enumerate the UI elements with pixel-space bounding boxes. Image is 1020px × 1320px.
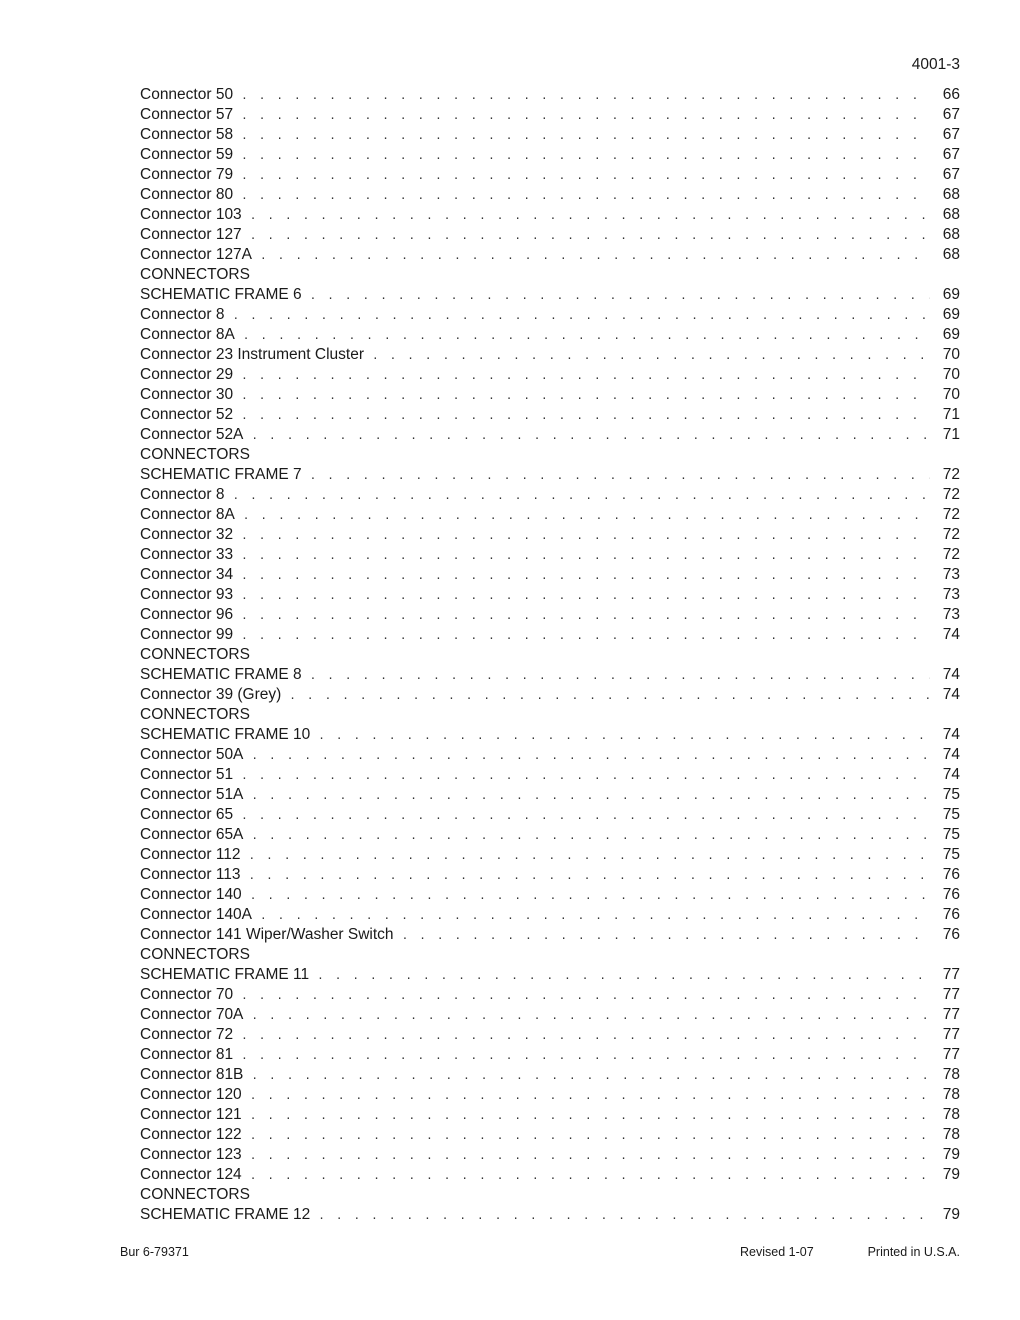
toc-entry-label: Connector 70A (140, 1006, 244, 1023)
toc-entry-page: 68 (942, 226, 960, 243)
toc-entry-page: 72 (942, 526, 960, 543)
toc-entry (140, 405, 960, 425)
toc-entry (140, 785, 960, 805)
toc-entry-page: 77 (942, 1006, 960, 1023)
toc-entry-page: 74 (942, 686, 960, 703)
toc-entry-page: 72 (942, 506, 960, 523)
toc-entry (140, 585, 960, 605)
dot-leader (250, 1146, 930, 1166)
toc-entry (140, 525, 960, 545)
toc-entry (140, 825, 960, 845)
toc-entry-label: Connector 57 (140, 106, 234, 123)
dot-leader (241, 606, 930, 626)
dot-leader (232, 306, 930, 326)
dot-leader (250, 1126, 930, 1146)
toc-entry-label: Connector 50A (140, 746, 244, 763)
toc-entry-page: 69 (942, 326, 960, 343)
dot-leader (251, 1066, 930, 1086)
toc-entry (140, 865, 960, 885)
toc-entry-page: 75 (942, 826, 960, 843)
toc-entry (140, 745, 960, 765)
toc-entry-label: Connector 8A (140, 326, 235, 343)
toc-entry-label: Connector 124 (140, 1166, 242, 1183)
toc-entry (140, 1025, 960, 1045)
toc-entry-label: Connector 79 (140, 166, 234, 183)
dot-leader (241, 546, 930, 566)
toc-entry-page: 75 (942, 806, 960, 823)
toc-entry-label: Connector 140 (140, 886, 242, 903)
toc-entry (140, 725, 960, 745)
dot-leader (318, 1206, 930, 1226)
toc-entry-label: SCHEMATIC FRAME 7 (140, 466, 302, 483)
table-of-contents (140, 85, 960, 1225)
toc-entry (140, 485, 960, 505)
toc-entry-label: Connector 140A (140, 906, 253, 923)
dot-leader (260, 906, 930, 926)
toc-entry-page: 75 (942, 846, 960, 863)
toc-entry-label: Connector 121 (140, 1106, 242, 1123)
dot-leader (241, 146, 930, 166)
dot-leader (241, 406, 930, 426)
dot-leader (241, 386, 930, 406)
toc-entry (140, 1045, 960, 1065)
toc-entry-label: Connector 8A (140, 506, 235, 523)
toc-entry-page: 72 (942, 486, 960, 503)
toc-entry-page: 67 (942, 126, 960, 143)
toc-entry (140, 1165, 960, 1185)
toc-entry-page: 77 (942, 986, 960, 1003)
toc-entry-label: Connector 32 (140, 526, 234, 543)
toc-entry (140, 1125, 960, 1145)
toc-entry-label: CONNECTORS (140, 646, 250, 663)
dot-leader (241, 586, 930, 606)
toc-entry (140, 365, 960, 385)
toc-entry (140, 1085, 960, 1105)
toc-entry-page: 74 (942, 626, 960, 643)
toc-entry (140, 985, 960, 1005)
dot-leader (402, 926, 930, 946)
toc-entry (140, 1145, 960, 1165)
toc-entry-label: CONNECTORS (140, 946, 250, 963)
toc-entry-page: 79 (942, 1206, 960, 1223)
toc-entry-page: 74 (942, 746, 960, 763)
toc-entry (140, 805, 960, 825)
dot-leader (241, 106, 930, 126)
toc-entry-page: 72 (942, 466, 960, 483)
dot-leader (241, 566, 930, 586)
dot-leader (310, 466, 930, 486)
dot-leader (250, 886, 930, 906)
toc-entry-page: 69 (942, 286, 960, 303)
toc-entry-page: 68 (942, 246, 960, 263)
toc-entry-label: Connector 99 (140, 626, 234, 643)
toc-entry-page: 73 (942, 606, 960, 623)
toc-section-heading (140, 265, 960, 285)
dot-leader (241, 986, 930, 1006)
toc-entry (140, 565, 960, 585)
toc-entry-label: Connector 51A (140, 786, 244, 803)
toc-entry-label: Connector 39 (Grey) (140, 686, 282, 703)
toc-entry-page: 70 (942, 346, 960, 363)
dot-leader (251, 746, 930, 766)
page-number: 4001-3 (911, 56, 960, 73)
toc-entry (140, 385, 960, 405)
toc-entry (140, 245, 960, 265)
dot-leader (241, 126, 930, 146)
toc-entry (140, 225, 960, 245)
toc-entry-label: Connector 50 (140, 86, 234, 103)
toc-entry-page: 79 (942, 1166, 960, 1183)
toc-entry-label: Connector 96 (140, 606, 234, 623)
toc-entry (140, 965, 960, 985)
toc-entry (140, 165, 960, 185)
dot-leader (317, 966, 930, 986)
toc-entry-page: 73 (942, 566, 960, 583)
toc-entry-label: SCHEMATIC FRAME 11 (140, 966, 310, 983)
dot-leader (241, 186, 930, 206)
toc-entry-label: Connector 30 (140, 386, 234, 403)
toc-entry-page: 72 (942, 546, 960, 563)
toc-entry (140, 325, 960, 345)
dot-leader (241, 526, 930, 546)
toc-section-heading (140, 705, 960, 725)
footer-printed-in: Printed in U.S.A. (867, 1245, 960, 1259)
toc-entry (140, 905, 960, 925)
toc-entry-page: 76 (942, 906, 960, 923)
dot-leader (251, 1006, 930, 1026)
toc-entry (140, 285, 960, 305)
dot-leader (250, 226, 930, 246)
toc-entry-label: Connector 113 (140, 866, 241, 883)
toc-entry-label: Connector 23 Instrument Cluster (140, 346, 364, 363)
dot-leader (372, 346, 930, 366)
toc-entry-page: 67 (942, 106, 960, 123)
toc-entry-page: 68 (942, 206, 960, 223)
toc-entry (140, 1205, 960, 1225)
toc-entry (140, 625, 960, 645)
footer-revised-date: Revised 1-07 (740, 1245, 814, 1259)
toc-entry-page: 71 (942, 406, 960, 423)
toc-entry-label: SCHEMATIC FRAME 12 (140, 1206, 311, 1223)
toc-entry-label: CONNECTORS (140, 1186, 250, 1203)
dot-leader (310, 286, 930, 306)
toc-entry (140, 85, 960, 105)
toc-entry-page: 78 (942, 1126, 960, 1143)
toc-entry-label: Connector 80 (140, 186, 234, 203)
toc-entry (140, 205, 960, 225)
dot-leader (241, 1026, 930, 1046)
toc-entry-page: 69 (942, 306, 960, 323)
toc-section-heading (140, 445, 960, 465)
toc-entry-page: 77 (942, 1026, 960, 1043)
toc-entry (140, 185, 960, 205)
toc-entry-page: 71 (942, 426, 960, 443)
toc-entry-label: Connector 141 Wiper/Washer Switch (140, 926, 394, 943)
toc-entry (140, 1065, 960, 1085)
toc-entry-label: Connector 123 (140, 1146, 242, 1163)
toc-section-heading (140, 645, 960, 665)
toc-entry-page: 76 (942, 926, 960, 943)
toc-entry-label: Connector 81B (140, 1066, 244, 1083)
toc-entry (140, 145, 960, 165)
toc-entry-page: 67 (942, 146, 960, 163)
toc-entry (140, 1005, 960, 1025)
dot-leader (251, 826, 930, 846)
dot-leader (249, 846, 930, 866)
dot-leader (241, 366, 930, 386)
toc-entry-page: 73 (942, 586, 960, 603)
toc-entry-label: Connector 52A (140, 426, 244, 443)
toc-entry-label: Connector 29 (140, 366, 234, 383)
toc-entry-label: CONNECTORS (140, 706, 250, 723)
toc-entry (140, 505, 960, 525)
toc-entry-label: Connector 103 (140, 206, 242, 223)
dot-leader (289, 686, 930, 706)
toc-entry-page: 70 (942, 386, 960, 403)
toc-entry (140, 685, 960, 705)
toc-entry (140, 665, 960, 685)
toc-entry-page: 76 (942, 866, 960, 883)
toc-entry (140, 605, 960, 625)
dot-leader (250, 1166, 930, 1186)
toc-entry-label: Connector 59 (140, 146, 234, 163)
toc-entry-label: Connector 127A (140, 246, 253, 263)
dot-leader (251, 786, 930, 806)
toc-entry (140, 125, 960, 145)
toc-entry-page: 77 (942, 966, 960, 983)
toc-entry-label: Connector 65A (140, 826, 244, 843)
toc-entry-label: CONNECTORS (140, 446, 250, 463)
toc-entry-label: Connector 52 (140, 406, 234, 423)
toc-entry-page: 78 (942, 1086, 960, 1103)
toc-entry-page: 78 (942, 1106, 960, 1123)
dot-leader (260, 246, 930, 266)
toc-entry-label: Connector 51 (140, 766, 234, 783)
toc-entry-label: SCHEMATIC FRAME 6 (140, 286, 302, 303)
toc-entry-label: Connector 58 (140, 126, 234, 143)
toc-entry-page: 74 (942, 726, 960, 743)
toc-entry (140, 765, 960, 785)
dot-leader (241, 766, 930, 786)
toc-entry-label: SCHEMATIC FRAME 10 (140, 726, 311, 743)
dot-leader (243, 326, 930, 346)
toc-entry (140, 885, 960, 905)
toc-entry-label: Connector 8 (140, 306, 225, 323)
toc-entry-label: Connector 122 (140, 1126, 242, 1143)
footer-document-id: Bur 6-79371 (120, 1245, 189, 1259)
dot-leader (241, 806, 930, 826)
toc-entry-label: Connector 33 (140, 546, 234, 563)
toc-entry-label: Connector 34 (140, 566, 234, 583)
toc-entry-page: 77 (942, 1046, 960, 1063)
toc-entry-page: 74 (942, 666, 960, 683)
toc-entry-label: Connector 120 (140, 1086, 242, 1103)
toc-entry-label: Connector 112 (140, 846, 241, 863)
toc-entry (140, 545, 960, 565)
toc-entry-page: 68 (942, 186, 960, 203)
toc-entry-label: Connector 65 (140, 806, 234, 823)
dot-leader (232, 486, 930, 506)
toc-entry-label: CONNECTORS (140, 266, 250, 283)
toc-entry-page: 78 (942, 1066, 960, 1083)
toc-entry (140, 105, 960, 125)
toc-entry (140, 1105, 960, 1125)
toc-entry-page: 75 (942, 786, 960, 803)
dot-leader (241, 166, 930, 186)
toc-entry-page: 76 (942, 886, 960, 903)
toc-section-heading (140, 945, 960, 965)
dot-leader (318, 726, 930, 746)
dot-leader (250, 1086, 930, 1106)
toc-entry (140, 305, 960, 325)
toc-entry-page: 79 (942, 1146, 960, 1163)
toc-entry-page: 74 (942, 766, 960, 783)
dot-leader (310, 666, 930, 686)
dot-leader (250, 1106, 930, 1126)
dot-leader (243, 506, 930, 526)
toc-entry-label: Connector 127 (140, 226, 242, 243)
dot-leader (251, 426, 930, 446)
dot-leader (241, 626, 930, 646)
toc-entry (140, 345, 960, 365)
toc-entry (140, 425, 960, 445)
toc-entry-label: Connector 81 (140, 1046, 234, 1063)
toc-entry (140, 925, 960, 945)
toc-entry-label: Connector 93 (140, 586, 234, 603)
dot-leader (249, 866, 930, 886)
toc-entry-page: 67 (942, 166, 960, 183)
toc-entry (140, 845, 960, 865)
toc-entry-label: Connector 72 (140, 1026, 234, 1043)
toc-entry-page: 70 (942, 366, 960, 383)
toc-entry-label: SCHEMATIC FRAME 8 (140, 666, 302, 683)
toc-entry (140, 465, 960, 485)
dot-leader (241, 86, 930, 106)
toc-entry-label: Connector 8 (140, 486, 225, 503)
toc-section-heading (140, 1185, 960, 1205)
dot-leader (250, 206, 930, 226)
toc-entry-page: 66 (942, 86, 960, 103)
dot-leader (241, 1046, 930, 1066)
toc-entry-label: Connector 70 (140, 986, 234, 1003)
